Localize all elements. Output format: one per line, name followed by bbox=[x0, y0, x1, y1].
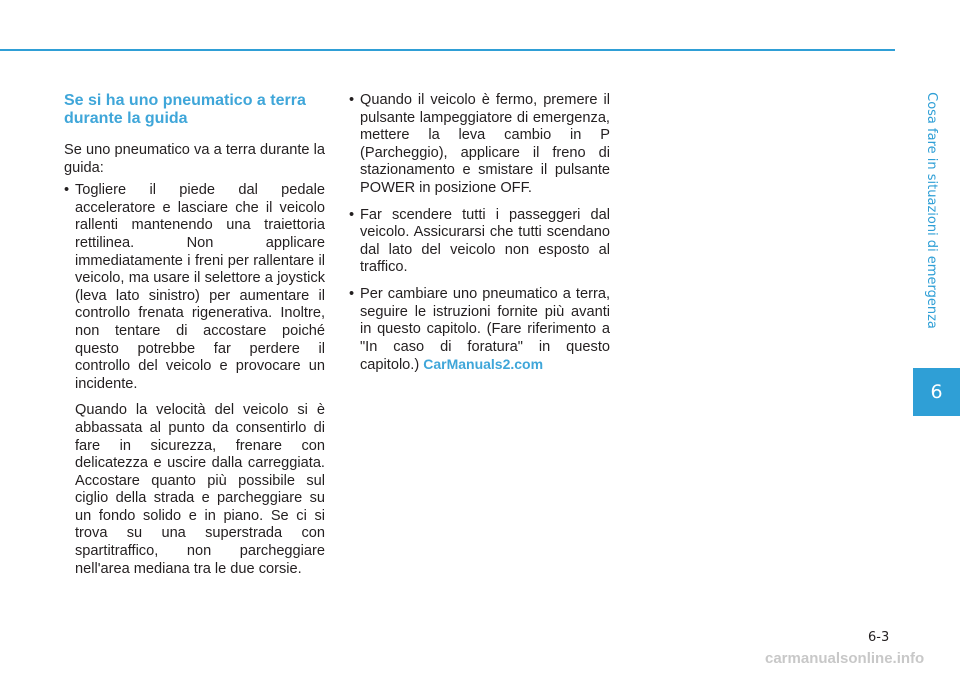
list-item bbox=[349, 207, 610, 277]
list-item-text: Quando il veicolo è fermo, premere il pulsante lampeggiatore di emergenza, mettere la leva cambio in P (Parcheggio), applicare il freno di stazionamento e smistare il pulsante POWER in posizione OFF. bbox=[360, 92, 610, 196]
list-item-text: Per cambiare uno pneumatico a terra, seguire le istruzioni fornite più avanti in questo capitolo. (Fare riferimento a "In caso di foratura" in questo capitolo.) bbox=[360, 285, 610, 374]
bullet-icon: • bbox=[349, 206, 355, 223]
intro-paragraph: Se uno pneumatico va a terra durante la guida: bbox=[64, 142, 325, 176]
watermark-link[interactable]: CarManuals2.com bbox=[423, 356, 544, 373]
section-heading: Se si ha uno pneumatico a terra durante la guida bbox=[64, 92, 306, 127]
footer-watermark[interactable]: carmanualsonline.info bbox=[765, 650, 925, 667]
header-rule bbox=[0, 49, 895, 51]
list-item-text: Far scendere tutti i passeggeri dal veicolo. Assicurarsi che tutti scendano dal lato del veicolo non esposto al traffico. bbox=[360, 206, 610, 276]
chapter-number: 6 bbox=[930, 381, 943, 403]
chapter-number-tab[interactable] bbox=[913, 368, 960, 416]
right-column bbox=[349, 92, 610, 384]
list-item bbox=[64, 182, 325, 578]
left-column bbox=[64, 92, 325, 587]
list-item bbox=[349, 92, 610, 198]
chapter-side-title-text: Cosa fare in situazioni di emergenza bbox=[923, 91, 939, 329]
list-item-text: Togliere il piede dal pedale acceleratore e lasciare che il veicolo rallenti mantenendo una traiettoria rettilinea. Non applicare immediatamente i freni per rallentare il veicolo, ma usare il selettore a joystick (leva lato sinistro) per aumentare il controllo frenata rigenerativa. Inoltre, non tentare di accostare poiché questo potrebbe far perdere il controllo del veicolo e provocare un incidente. bbox=[75, 182, 325, 392]
list-item bbox=[349, 286, 610, 375]
chapter-side-title bbox=[913, 60, 949, 360]
bullet-icon: • bbox=[349, 92, 355, 108]
page-number: 6-3 bbox=[868, 630, 890, 645]
list-item-continuation: Quando la velocità del veicolo si è abbassata al punto da consentirlo di fare in sicurezza, frenare con delicatezza e uscire dalla carreggiata. Accostare quanto più possibile sul ciglio della strada e parcheggiare su un fondo solido e in piano. Se ci si trova su una superstrada con spartitraffico, non parcheggiare nell'area mediana tra le due corsie. bbox=[75, 402, 325, 577]
bullet-icon: • bbox=[64, 182, 70, 199]
bullet-icon: • bbox=[349, 285, 355, 302]
